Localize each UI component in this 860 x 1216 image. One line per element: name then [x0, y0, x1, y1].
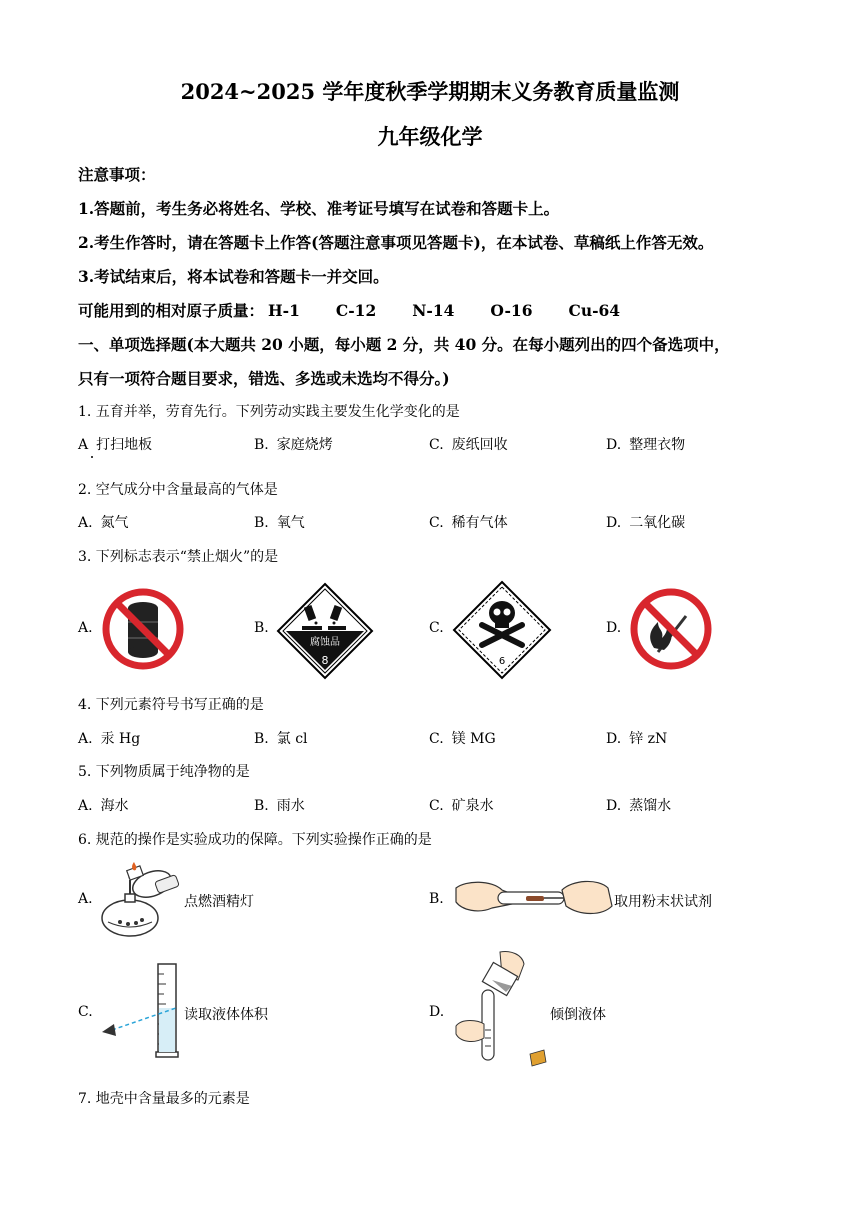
q3-option-c[interactable]: [429, 620, 452, 636]
note-item-1: 1.答题前，考生务必将姓名、学校、准考证号填写在试卷和答题卡上。: [78, 199, 560, 218]
q6-option-a[interactable]: [78, 891, 93, 907]
question-6-stem: 6. 规范的操作是实验成功的保障。下列实验操作正确的是: [78, 832, 432, 848]
exam-subtitle: 九年级化学: [377, 124, 483, 149]
atomic-mass-line: [78, 299, 656, 321]
option-text: 氧气: [276, 515, 305, 531]
question-4-stem: 4. 下列元素符号书写正确的是: [78, 697, 264, 713]
atomic-mass-cu: Cu-64: [568, 301, 621, 320]
q5-option-a[interactable]: [78, 795, 129, 815]
q1-option-c[interactable]: [429, 434, 508, 454]
toxic-sign-number: 6: [498, 656, 506, 667]
option-text: 整理衣物: [629, 437, 686, 453]
atomic-mass-c: C-12: [335, 301, 377, 320]
option-label: A.: [78, 891, 93, 907]
question-5-stem: 5. 下列物质属于纯净物的是: [78, 764, 250, 780]
option-text: 打扫地板: [96, 437, 153, 453]
atomic-mass-n: N-14: [412, 301, 455, 320]
q4-option-a[interactable]: [78, 728, 140, 748]
q4-option-d[interactable]: [606, 728, 667, 748]
q4-option-b[interactable]: [254, 728, 308, 748]
option-text: 雨水: [276, 798, 305, 814]
option-label: C.: [78, 1004, 93, 1020]
option-text: 海水: [100, 798, 129, 814]
option-label: C.: [429, 620, 444, 636]
q6-option-d[interactable]: [429, 1004, 444, 1020]
q5-option-b[interactable]: [254, 795, 305, 815]
option-text: 稀有气体: [451, 515, 508, 531]
q6a-caption: 点燃酒精灯: [184, 894, 254, 910]
q1-option-a[interactable]: [78, 434, 152, 454]
question-7-stem: 7. 地壳中含量最多的元素是: [78, 1091, 250, 1107]
pouring-liquid-icon: [452, 950, 548, 1072]
q6b-caption: 取用粉末状试剂: [614, 894, 712, 910]
option-label: B.: [254, 798, 269, 814]
option-label: B.: [254, 620, 269, 636]
atomic-mass-label: 可能用到的相对原子质量：: [78, 301, 265, 320]
graduated-cylinder-icon: [100, 962, 184, 1060]
question-1-stem: 1. 五育并举，劳育先行。下列劳动实践主要发生化学变化的是: [78, 404, 460, 420]
option-label: A.: [78, 620, 93, 636]
atomic-mass-h: H-1: [268, 301, 300, 320]
atomic-mass-o: O-16: [490, 301, 533, 320]
option-label: D.: [606, 620, 622, 636]
option-label: B.: [254, 437, 269, 453]
question-3-stem: 3. 下列标志表示“禁止烟火”的是: [78, 549, 279, 565]
alcohol-lamp-lighting-icon: [98, 860, 184, 942]
option-text: 氯 cl: [276, 731, 308, 747]
q3-option-b[interactable]: [254, 620, 277, 636]
option-text: 氮气: [100, 515, 129, 531]
q3-option-d[interactable]: [606, 620, 629, 636]
option-text: 二氧化碳: [629, 515, 686, 531]
option-label: C.: [429, 731, 444, 747]
q6-option-c[interactable]: [78, 1004, 93, 1020]
q5-option-d[interactable]: [606, 795, 671, 815]
q3-option-a[interactable]: [78, 620, 101, 636]
q6d-caption: 倾倒液体: [550, 1007, 606, 1023]
q2-option-c[interactable]: [429, 512, 508, 532]
notes-heading: 注意事项：: [78, 165, 156, 184]
option-text: 废纸回收: [451, 437, 508, 453]
option-label: A.: [78, 731, 93, 747]
section-heading-line2: 只有一项符合题目要求，错选、多选或未选均不得分。): [78, 369, 450, 388]
option-text: 锌 zN: [629, 731, 668, 747]
powder-reagent-icon: [452, 876, 614, 922]
note-item-2: 2.考生作答时，请在答题卡上作答(答题注意事项见答题卡)，在本试卷、草稿纸上作答无效。: [78, 233, 714, 252]
stray-dot: [91, 456, 93, 458]
q5-option-c[interactable]: [429, 795, 494, 815]
corrosive-sign-number: 8: [321, 654, 329, 667]
option-label: D.: [606, 437, 622, 453]
option-label: B.: [429, 891, 444, 907]
option-text: 镁 MG: [451, 731, 496, 747]
corrosive-sign-icon[interactable]: [276, 582, 374, 680]
option-text: 蒸馏水: [629, 798, 672, 814]
exam-title: 2024~2025 学年度秋季学期期末义务教育质量监测: [180, 79, 680, 104]
option-text: 汞 Hg: [100, 731, 141, 747]
option-label: B.: [254, 515, 269, 531]
option-label: D.: [606, 731, 622, 747]
q6-option-b[interactable]: [429, 891, 444, 907]
option-label: C.: [429, 515, 444, 531]
q2-option-d[interactable]: [606, 512, 685, 532]
option-label: D.: [606, 798, 622, 814]
no-barrel-sign-icon[interactable]: [100, 586, 186, 672]
option-label: B.: [254, 731, 269, 747]
option-label: D.: [429, 1004, 445, 1020]
question-2-stem: 2. 空气成分中含量最高的气体是: [78, 482, 278, 498]
option-label: C.: [429, 437, 444, 453]
q4-option-c[interactable]: [429, 728, 496, 748]
corrosive-sign-text: 腐蚀品: [310, 637, 340, 648]
q1-option-b[interactable]: [254, 434, 333, 454]
note-item-3: 3.考试结束后，将本试卷和答题卡一并交回。: [78, 267, 389, 286]
option-text: 矿泉水: [451, 798, 494, 814]
q2-option-a[interactable]: [78, 512, 129, 532]
option-label: A.: [78, 798, 93, 814]
q1-option-d[interactable]: [606, 434, 685, 454]
option-label: C.: [429, 798, 444, 814]
toxic-sign-icon[interactable]: [452, 580, 552, 680]
option-label: A.: [78, 515, 93, 531]
option-label: A: [78, 437, 89, 453]
option-text: 家庭烧烤: [276, 437, 333, 453]
q2-option-b[interactable]: [254, 512, 305, 532]
q6c-caption: 读取液体体积: [184, 1007, 268, 1023]
option-label: D.: [606, 515, 622, 531]
section-heading-line1: 一、单项选择题(本大题共 20 小题，每小题 2 分，共 40 分。在每小题列出的四个备选项中，: [78, 335, 730, 354]
no-fire-sign-icon[interactable]: [628, 586, 714, 672]
